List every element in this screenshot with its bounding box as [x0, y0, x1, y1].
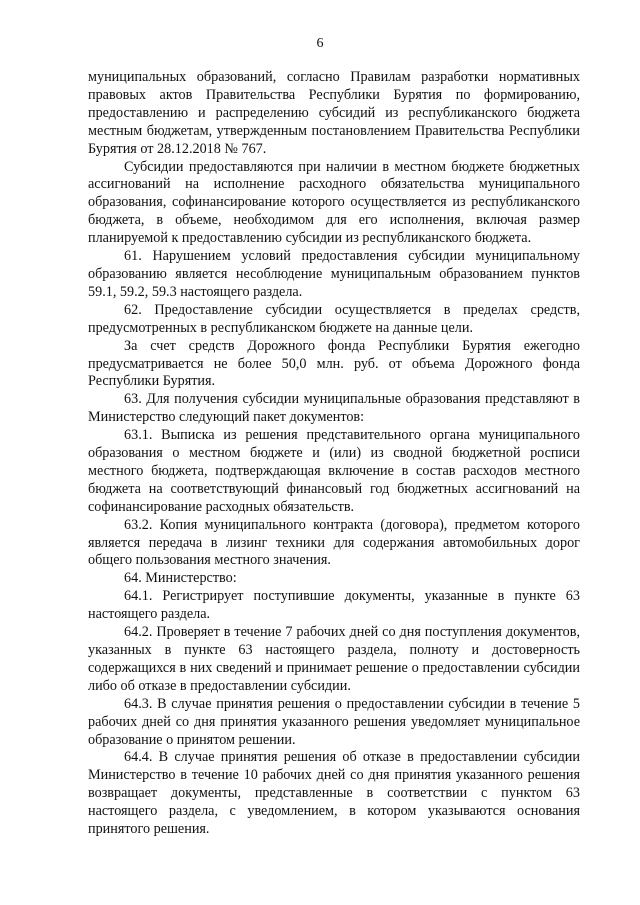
paragraph-continuation: муниципальных образований, согласно Правилам разработки нормативных правовых актов Правительства Республики Бурятия по формированию, предоставлению и распределению субсидий из республиканского бюджета местным бюджетам, утвержденным постановлением Правительства Республики Бурятия от 28.12.2018 № 767. — [88, 69, 580, 157]
paragraph-63-2: 63.2. Копия муниципального контракта (договора), предметом которого является передача в лизинг техники для содержания автомобильных дорог общего пользования местного значения. — [88, 516, 580, 569]
paragraph-61: 61. Нарушением условий предоставления субсидии муниципальному образованию является несоблюдение муниципальным образованием пунктов 59.1, 59.2, 59.3 настоящего раздела. — [88, 248, 580, 300]
paragraph-64-3: 64.3. В случае принятия решения о предоставлении субсидии в течение 5 рабочих дней со дня принятия указанного решения уведомляет муниципальное образование о принятом решении. — [88, 695, 580, 748]
paragraph-64-4: 64.4. В случае принятия решения об отказе в предоставлении субсидии Министерство в течение 10 рабочих дней со дня принятия указанного решения возвращает документы, представленные в соответствии с пунктом 63 настоящего раздела, с уведомлением, в котором указываются основания принятого решения. — [88, 749, 580, 838]
document-body — [88, 69, 580, 839]
paragraph-64: 64. Министерство: — [124, 570, 237, 587]
paragraph-62: 62. Предоставление субсидии осуществляется в пределах средств, предусмотренных в республиканском бюджете на данные цели. — [88, 301, 580, 336]
paragraph-road-fund: За счет средств Дорожного фонда Республики Бурятия ежегодно предусматривается не более 50,0 млн. руб. от объема Дорожного фонда Республики Бурятия. — [88, 337, 580, 390]
paragraph-subsidy-conditions: Субсидии предоставляются при наличии в местном бюджете бюджетных ассигнований на исполнение расходного обязательства муниципального образования, софинансирование которого осуществляется из республиканского бюджета, в объеме, необходимом для его исполнения, включая размер планируемой к предоставлению субсидии из республиканского бюджета. — [88, 158, 580, 247]
paragraph-64-1: 64.1. Регистрирует поступившие документы, указанные в пункте 63 настоящего раздела. — [88, 588, 580, 623]
paragraph-64-2: 64.2. Проверяет в течение 7 рабочих дней со дня поступления документов, указанных в пункте 63 настоящего раздела, полноту и достоверность содержащихся в них сведений и принимает решение о предоставлении субсидии либо об отказе в предоставлении субсидии. — [88, 624, 580, 694]
paragraph-63-1: 63.1. Выписка из решения представительного органа муниципального образования о местном бюджете и (или) из сводной бюджетной росписи местного бюджета, подтверждающая включение в состав расходов местного бюджета на соответствующий финансовый год бюджетных ассигнований на софинансирование расходных обязательств. — [88, 427, 580, 515]
paragraph-63: 63. Для получения субсидии муниципальные образования представляют в Министерство следующий пакет документов: — [88, 391, 580, 426]
page-number: 6 — [316, 36, 324, 51]
